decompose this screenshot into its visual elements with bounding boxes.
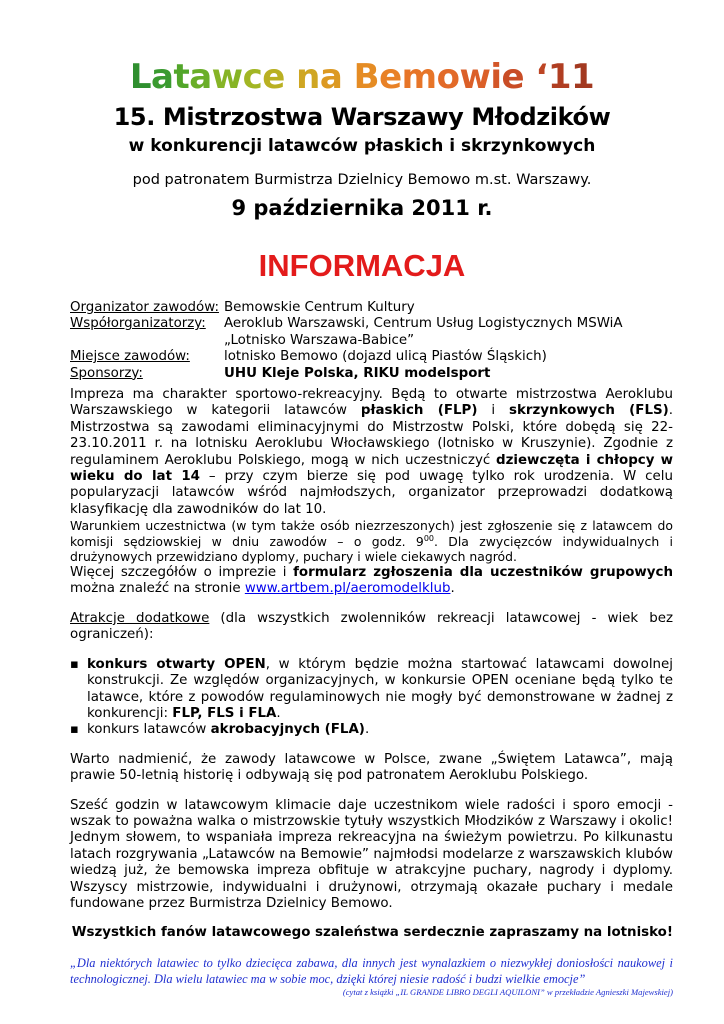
organizer-value: Bemowskie Centrum Kultury [224,300,415,315]
title-letter: 1 [571,57,595,97]
list-item [70,657,673,723]
venue-label: Miejsce zawodów: [70,349,190,365]
organizer-label: Organizator zawodów: [70,300,219,315]
title-letter: L [129,57,151,97]
text-span: Warunkiem uczestnictwa (w tym także osób niezrzeszonych) jest zgłoszenie się z latawcem do komisji sędziowskiej w dniu zawodów – o godz. 9 [70,518,673,549]
organization-table [70,300,673,382]
title-letter: w [211,57,243,97]
event-date: 9 października 2011 r. [231,196,493,220]
title-letter: 1 [547,57,572,97]
kite-quote: „Dla niektórych latawiec to tylko dziecięca zabawa, dla innych jest wynalazkiem o niezwykłej doniosłości naukowej i technologicznej. Dla wielu latawiec ma w sobie moc, dzięki której niesie radość i budzi wielkie emocje” [70,955,673,986]
title-letter: B [353,57,380,97]
coorganizers-label: Współorganizatorzy: [70,316,206,332]
text-span: . [364,722,370,738]
event-description-paragraph [70,387,673,518]
box-kites-category: skrzynkowych (FLS) [509,403,669,419]
acrobatic-category-highlight: akrobacyjnych (FLA) [210,722,365,738]
title-letter: m [401,57,437,97]
title-letter: a [189,57,212,97]
registration-form-highlight: formularz zgłoszenia dla uczestników grupowych [293,565,673,581]
title-letter [285,57,296,97]
attractions-heading [70,611,673,644]
sponsors-value: UHU Kleje Polska, RIKU modelsport [224,365,491,381]
title-letter: i [490,57,502,97]
title-letter: c [242,57,263,97]
time-superscript: 00 [423,533,434,543]
text-span: . [450,581,455,597]
open-contest-highlight: konkurs otwarty OPEN [87,656,266,672]
title-letter: o [436,57,460,97]
title-letter: w [459,57,491,97]
title-letter: ‘ [535,57,548,97]
text-span: – przy czym bierze się pod uwagę tylko rok urodzenia. W celu popularyzacji latawców wśród najmłodszych, organizator przeprowadzi dodatkową klasyfikację dla zawodników do lat 10. [70,469,673,517]
title-letter: e [501,57,525,97]
more-details-paragraph [70,565,673,598]
venue-row [70,349,673,365]
title-letter: e [379,57,402,97]
title-letter: a [319,57,343,97]
flat-kites-category: płaskich (FLP) [360,403,478,419]
categories-highlight: FLP, FLS i FLA [172,705,277,721]
title-letter: t [173,57,190,97]
participation-conditions-paragraph [70,518,673,565]
coorganizers-row [70,316,673,349]
patronage-line: pod patronatem Burmistrza Dzielnicy Bemowo m.st. Warszawy. [132,172,592,188]
title-letter: n [296,57,320,97]
organizer-row [70,300,673,316]
text-span: Impreza ma charakter sportowo-rekreacyjny. Będą to otwarte mistrzostwa Aeroklubu Warszawskiego w kategorii latawców [70,387,673,419]
main-title [0,0,724,98]
championship-title: 15. Mistrzostwa Warszawy Młodzików [113,103,611,131]
text-span: , w którym będzie można startować latawcami dowolnej konstrukcji. Ze względów organizacyjnych, w konkursie OPEN oceniane będą tylko te latawce, które z powodów regulaminowych nie mogły być demonstrowane w żadnej z konkurencji: [87,656,673,721]
quote-citation: (cytat z książki „IL GRANDE LIBRO DEGLI AQUILONI” w przekładzie Agnieszki Majewskiej) [342,986,673,997]
competition-subtitle: w konkurencji latawców płaskich i skrzynkowych [128,136,596,156]
text-span: konkurs latawców [87,722,211,738]
list-item [70,722,673,738]
club-website-link[interactable]: www.artbem.pl/aeromodelklub [244,581,451,597]
text-span: i [477,403,510,419]
title-letter [524,57,535,97]
text-span: (dla wszystkich zwolenników rekreacji latawcowej - wiek bez ograniczeń): [70,610,674,643]
text-span: można znaleźć na stronie [70,581,245,597]
attractions-label: Atrakcje dodatkowe [70,610,210,626]
history-paragraph: Warto nadmienić, że zawody latawcowe w Polsce, zwane „Świętem Latawca”, mają prawie 50-letnią historię i odbywają się pod patronatem Aeroklubu Polskiego. [70,751,673,784]
attractions-list [70,657,673,739]
eligibility-highlight: dziewczęta i chłopcy w wieku do lat 14 [70,452,673,485]
title-letter [342,57,353,97]
venue-value: lotnisko Bemowo (dojazd ulicą Piastów Śląskich) [224,349,547,365]
sponsors-label: Sponsorzy: [70,365,143,381]
title-letter: e [262,57,285,97]
document-body [70,300,673,998]
text-span: . Mistrzostwa są zawodami eliminacyjnymi do Mistrzostw Polski, które dobędą się 22-23.10.2011 r. na lotnisku Aeroklubu Włocławskiego (lotnisko w Kruszynie). Zgodnie z regulaminem Aeroklubu Polskiego, mogą w nich uczestniczyć [70,403,674,468]
info-heading: INFORMACJA [258,248,466,283]
sponsors-row [70,366,673,382]
invitation-line: Wszystkich fanów latawcowego szaleństwa serdecznie zapraszamy na lotnisko! [71,925,673,941]
text-span: . [276,705,281,721]
text-span: Więcej szczegółów o imprezie i [70,565,294,581]
atmosphere-paragraph: Sześć godzin w latawcowym klimacie daje uczestnikom wiele radości i sporo emocji - wszak to poważna walka o mistrzowskie tytuły wszystkich Młodzików z Warszawy i okolic! Jednym słowem, to wspaniała impreza rekreacyjna na świeżym powietrzu. Po kilkunastu latach rozgrywania „Latawców na Bemowie” najmłodsi modelarze z warszawskich klubów wiedzą już, że bemowska impreza obfituje w atrakcyjne puchary, nagrody i dyplomy. Wszyscy mistrzowie, indywidualni i drużynowi, otrzymają okazałe puchary i medale fundowane przez Burmistrza Dzielnicy Bemowo. [70,797,673,911]
title-letter: a [150,57,174,97]
text-span: . Dla zwycięzców indywidualnych i drużynowych przewidziano dyplomy, puchary i wiele ciekawych nagród. [70,533,673,565]
coorganizers-value: Aeroklub Warszawski, Centrum Usług Logistycznych MSWiA „Lotnisko Warszawa-Babice” [224,316,623,348]
